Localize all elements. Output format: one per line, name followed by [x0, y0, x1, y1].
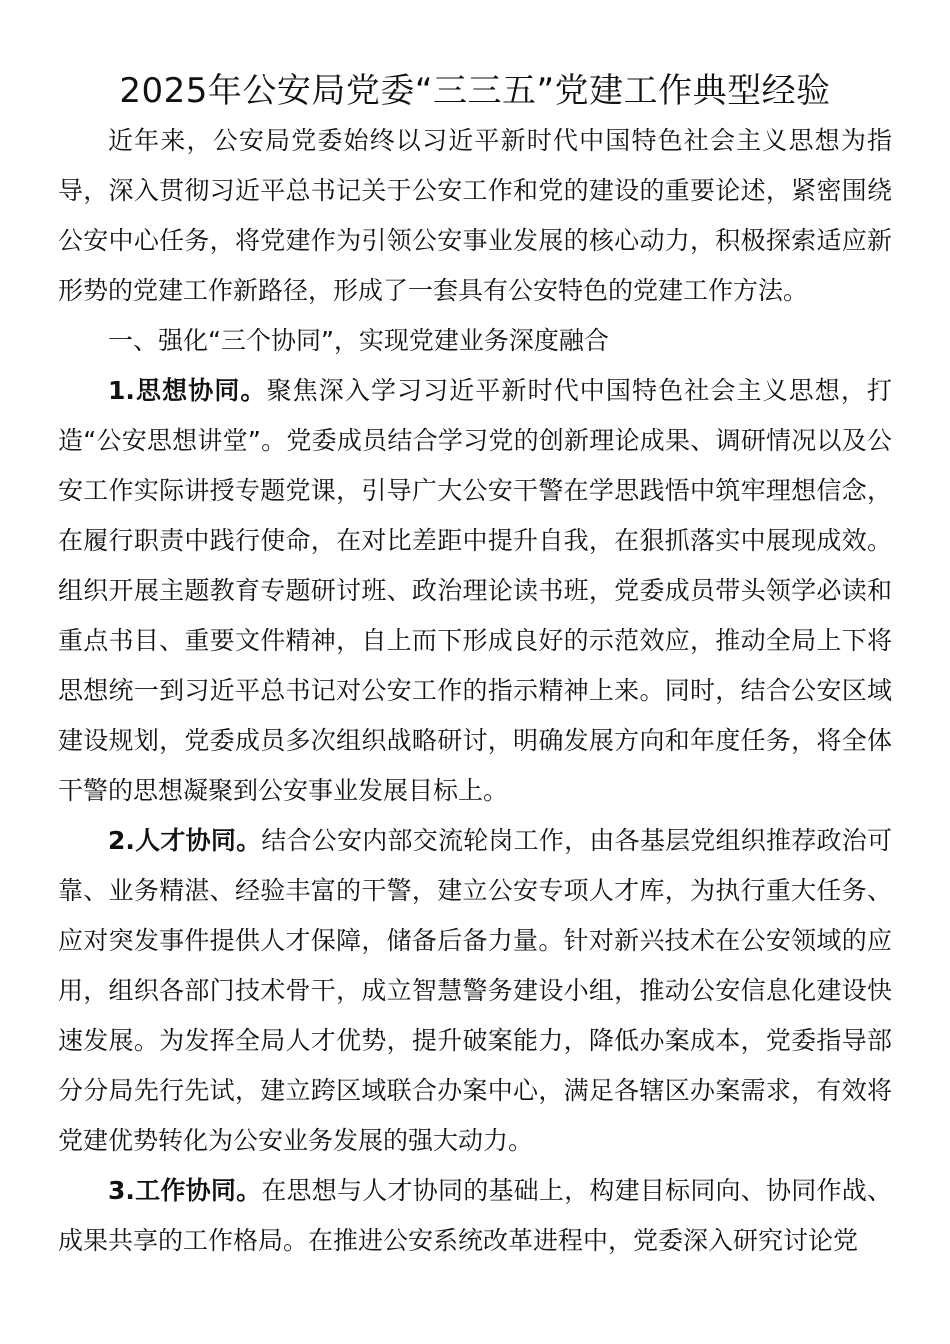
paragraph-lead: 1.思想协同。 — [108, 376, 267, 405]
paragraph-talent-coordination — [58, 816, 892, 1166]
paragraph-lead: 2.人才协同。 — [108, 826, 262, 855]
section-heading: 一、强化“三个协同”，实现党建业务深度融合 — [108, 326, 609, 355]
paragraph-lead: 3.工作协同。 — [108, 1176, 262, 1205]
page-title: 2025年公安局党委“三三五”党建工作典型经验 — [119, 71, 831, 111]
document-page — [58, 66, 892, 1266]
paragraph-body: 结合公安内部交流轮岗工作，由各基层党组织推荐政治可靠、业务精湛、经验丰富的干警，建立公安专项人才库，为执行重大任务、应对突发事件提供人才保障，储备后备力量。针对新兴技术在公安领域的应用，组织各部门技术骨干，成立智慧警务建设小组，推动公安信息化建设快速发展。为发挥全局人才优势，提升破案能力，降低办案成本，党委指导部分分局先行先试，建立跨区域联合办案中心，满足各辖区办案需求，有效将党建优势转化为公安业务发展的强大动力。 — [58, 826, 892, 1155]
paragraph-thought-coordination — [58, 366, 892, 816]
paragraph-body: 在思想与人才协同的基础上，构建目标同向、协同作战、成果共享的工作格局。在推进公安系统改革进程中，党委深入研究讨论党 — [58, 1176, 892, 1255]
paragraph-body: 聚焦深入学习习近平新时代中国特色社会主义思想，打造“公安思想讲堂”。党委成员结合学习党的创新理论成果、调研情况以及公安工作实际讲授专题党课，引导广大公安干警在学思践悟中筑牢理想信念，在履行职责中践行使命，在对比差距中提升自我，在狠抓落实中展现成效。组织开展主题教育专题研讨班、政治理论读书班，党委成员带头领学必读和重点书目、重要文件精神，自上而下形成良好的示范效应，推动全局上下将思想统一到习近平总书记对公安工作的指示精神上来。同时，结合公安区域建设规划，党委成员多次组织战略研讨，明确发展方向和年度任务，将全体干警的思想凝聚到公安事业发展目标上。 — [58, 376, 892, 805]
intro-paragraph: 近年来，公安局党委始终以习近平新时代中国特色社会主义思想为指导，深入贯彻习近平总书记关于公安工作和党的建设的重要论述，紧密围绕公安中心任务，将党建作为引领公安事业发展的核心动力，积极探索适应新形势的党建工作新路径，形成了一套具有公安特色的党建工作方法。 — [58, 126, 892, 305]
paragraph-work-coordination — [58, 1166, 892, 1266]
